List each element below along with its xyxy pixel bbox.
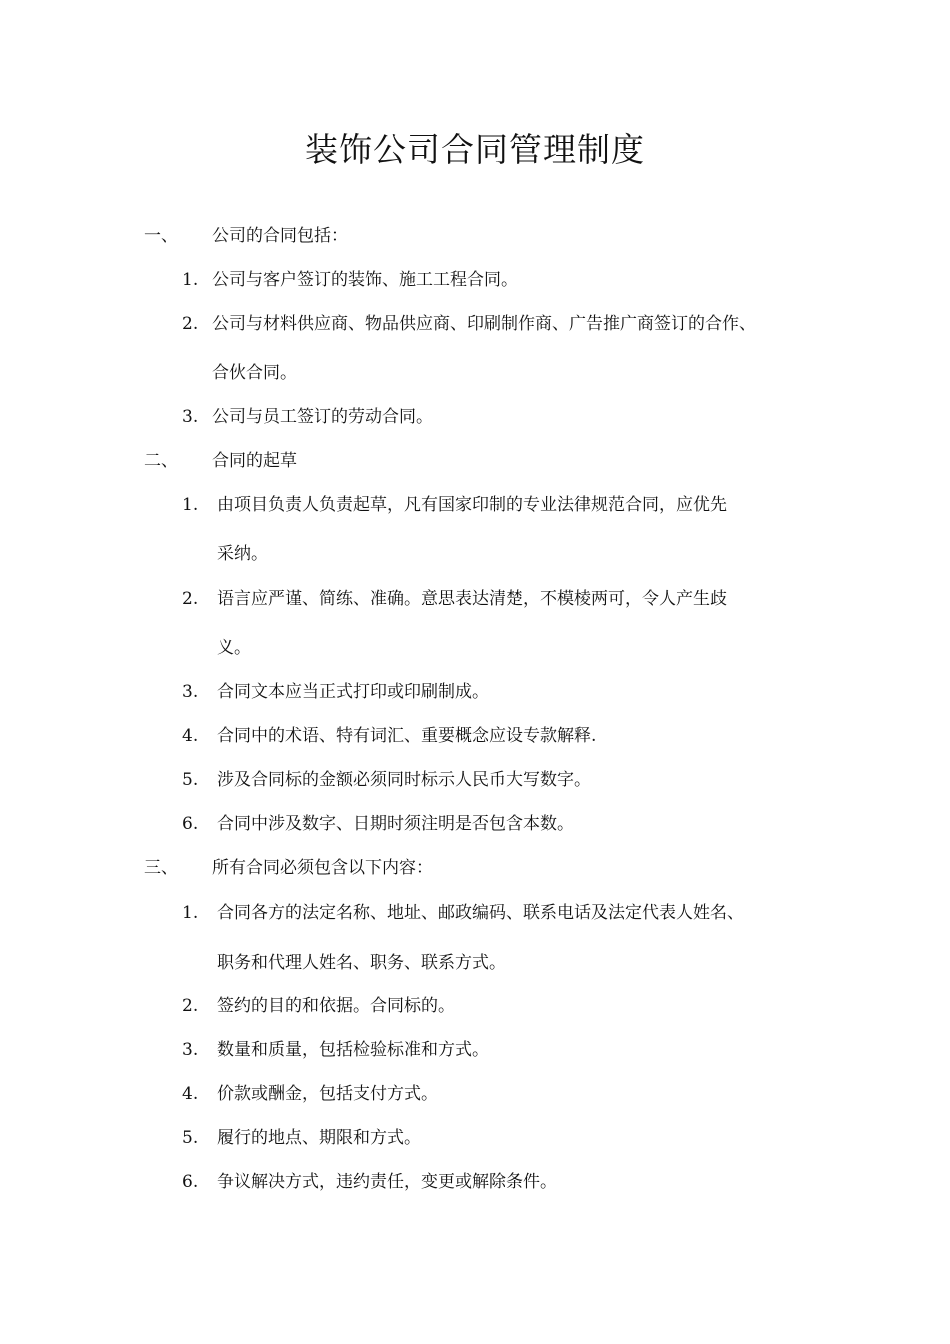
list-item-text: 语言应严谨、简练、准确。意思表达清楚，不模棱两可，令人产生歧 [217, 589, 727, 609]
list-item-number: 1. [182, 495, 199, 515]
list-item-text-continued: 采纳。 [217, 544, 268, 564]
list-item-number: 5. [182, 1128, 199, 1148]
list-item-text: 由项目负责人负责起草，凡有国家印制的专业法律规范合同，应优先 [217, 495, 727, 515]
section-1-marker: 一、 [144, 226, 178, 246]
section-1-heading: 公司的合同包括： [212, 226, 348, 246]
list-item-text: 合同文本应当正式打印或印刷制成。 [217, 682, 489, 702]
list-item-text-continued: 职务和代理人姓名、职务、联系方式。 [217, 953, 506, 973]
list-item-text: 价款或酬金，包括支付方式。 [217, 1084, 438, 1104]
list-item-number: 6. [182, 814, 199, 834]
section-3-heading: 所有合同必须包含以下内容： [212, 858, 433, 878]
list-item-number: 6. [182, 1172, 199, 1192]
list-item-text: 公司与材料供应商、物品供应商、印刷制作商、广告推广商签订的合作、 [212, 314, 756, 334]
list-item-number: 2. [182, 589, 199, 609]
list-item-text: 签约的目的和依据。合同标的。 [217, 996, 455, 1016]
list-item-text: 合同中的术语、特有词汇、重要概念应设专款解释. [217, 726, 597, 746]
list-item-text: 数量和质量，包括检验标准和方式。 [217, 1040, 489, 1060]
list-item-text: 合同中涉及数字、日期时须注明是否包含本数。 [217, 814, 574, 834]
list-item-number: 2. [182, 996, 199, 1016]
list-item-text: 履行的地点、期限和方式。 [217, 1128, 421, 1148]
document-title: 装饰公司合同管理制度 [305, 130, 645, 169]
list-item-text: 涉及合同标的金额必须同时标示人民币大写数字。 [217, 770, 591, 790]
list-item-number: 1. [182, 903, 199, 923]
section-3-marker: 三、 [144, 858, 178, 878]
list-item-text-continued: 合伙合同。 [212, 363, 297, 383]
list-item-text: 公司与员工签订的劳动合同。 [212, 407, 433, 427]
list-item-number: 4. [182, 1084, 199, 1104]
list-item-number: 4. [182, 726, 199, 746]
list-item-number: 2. [182, 314, 199, 334]
list-item-number: 3. [182, 682, 199, 702]
list-item-number: 1. [182, 270, 199, 290]
section-2-marker: 二、 [144, 451, 178, 471]
list-item-text: 合同各方的法定名称、地址、邮政编码、联系电话及法定代表人姓名、 [217, 903, 744, 923]
list-item-text: 公司与客户签订的装饰、施工工程合同。 [212, 270, 518, 290]
list-item-number: 3. [182, 1040, 199, 1060]
section-2-heading: 合同的起草 [212, 451, 297, 471]
list-item-number: 3. [182, 407, 199, 427]
list-item-number: 5. [182, 770, 199, 790]
list-item-text-continued: 义。 [217, 638, 251, 658]
list-item-text: 争议解决方式，违约责任，变更或解除条件。 [217, 1172, 557, 1192]
